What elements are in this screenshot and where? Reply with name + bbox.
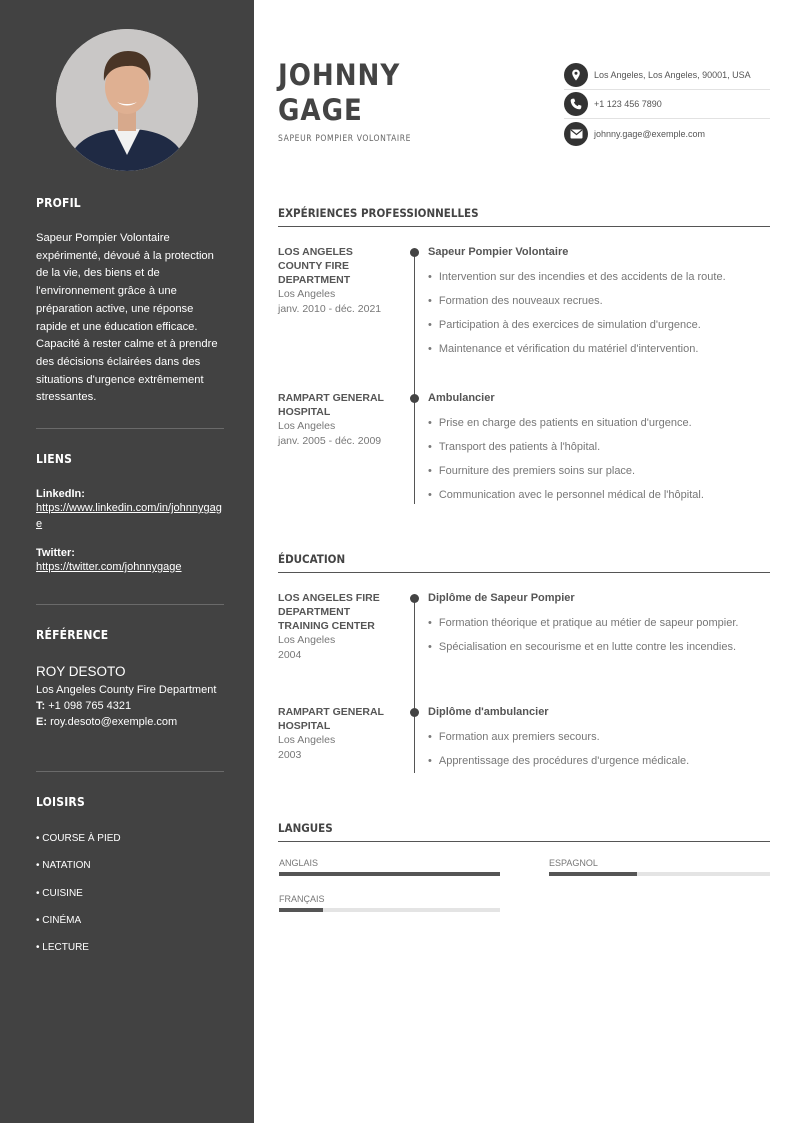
entry-role: Diplôme d'ambulancier — [428, 706, 549, 718]
language-item — [279, 858, 500, 876]
entry-info — [278, 591, 396, 663]
phone-label: T: — [36, 700, 46, 712]
entry-details — [428, 705, 770, 773]
hobby-item: • LECTURE — [36, 942, 89, 954]
entry-dates: 2004 — [278, 649, 302, 661]
entry-bullet: • Maintenance et vérification du matériel d'intervention. — [428, 337, 770, 361]
person-photo-icon — [56, 29, 198, 171]
liens-title: LIENS — [36, 452, 73, 466]
profil-section — [36, 196, 224, 407]
envelope-icon — [564, 122, 588, 146]
language-level-track — [549, 872, 770, 876]
twitter-link[interactable]: https://twitter.com/johnnygage — [36, 561, 182, 573]
entry-bullet: • Formation théorique et pratique au métier de sapeur pompier. — [428, 611, 770, 635]
entry-bullet: • Fourniture des premiers soins sur place. — [428, 459, 770, 483]
entry-bullet: • Intervention sur des incendies et des accidents de la route. — [428, 265, 770, 289]
language-level-track — [279, 908, 500, 912]
profil-text: Sapeur Pompier Volontaire expérimenté, dévoué à la protection de la vie, des biens et de l'environnement grâce à une préparation active, une réponse rapide et une éducation efficace. Capacité à rester calme et à prendre des décisions éclairées dans des situations d'urgence extrêmement stressantes. — [36, 232, 218, 404]
entry-info — [278, 705, 396, 763]
language-level-track — [279, 872, 500, 876]
profil-title: PROFIL — [36, 196, 81, 210]
entry-org: LOS ANGELES COUNTY FIRE DEPARTMENT — [278, 246, 353, 286]
entry-role: Sapeur Pompier Volontaire — [428, 246, 569, 258]
entry-org: LOS ANGELES FIRE DEPARTMENT TRAINING CENTER — [278, 592, 380, 632]
entry-location: Los Angeles — [278, 288, 336, 300]
sidebar-divider — [36, 604, 224, 605]
timeline-dot — [410, 594, 419, 603]
experience-timeline — [414, 250, 415, 504]
profile-photo — [56, 29, 198, 171]
entry-role: Diplôme de Sapeur Pompier — [428, 592, 575, 604]
language-level-fill — [549, 872, 637, 876]
reference-name: ROY DESOTO — [36, 664, 126, 679]
entry-bullet: • Prise en charge des patients en situation d'urgence. — [428, 411, 770, 435]
reference-org: Los Angeles County Fire Department — [36, 684, 217, 696]
loisirs-title: LOISIRS — [36, 795, 85, 809]
hobby-item: • CUISINE — [36, 887, 83, 899]
candidate-name — [278, 58, 498, 128]
hobby-item: • COURSE À PIED — [36, 833, 121, 844]
language-name: ESPAGNOL — [549, 858, 598, 868]
loisirs-section — [36, 795, 224, 969]
contact-address-text: Los Angeles, Los Angeles, 90001, USA — [594, 70, 751, 80]
contact-email-text: johnny.gage@exemple.com — [594, 128, 706, 139]
entry-info — [278, 391, 396, 449]
link-label: Twitter: — [36, 547, 75, 559]
language-item — [279, 894, 500, 912]
language-item — [549, 858, 770, 876]
link-item-linkedin — [36, 488, 224, 532]
timeline-dot — [410, 248, 419, 257]
entry-bullet: • Apprentissage des procédures d'urgence médicale. — [428, 749, 770, 773]
education-title: ÉDUCATION — [278, 552, 770, 573]
entry-location: Los Angeles — [278, 734, 336, 746]
entry-details — [428, 591, 770, 659]
phone-icon — [564, 92, 588, 116]
sidebar-divider — [36, 771, 224, 772]
phone-value: +1 098 765 4321 — [48, 700, 132, 712]
entry-role: Ambulancier — [428, 392, 495, 404]
language-level-fill — [279, 872, 500, 876]
language-name: ANGLAIS — [279, 858, 319, 868]
entry-bullet: • Formation des nouveaux recrues. — [428, 289, 770, 313]
entry-info — [278, 245, 396, 317]
entry-bullet: • Transport des patients à l'hôpital. — [428, 435, 770, 459]
language-name: FRANÇAIS — [279, 894, 325, 904]
reference-email — [36, 714, 224, 730]
entry-details — [428, 245, 770, 361]
entry-dates: janv. 2010 - déc. 2021 — [278, 303, 382, 315]
language-level-fill — [279, 908, 323, 912]
link-label: LinkedIn: — [36, 488, 85, 500]
liens-section — [36, 452, 224, 575]
contact-address — [564, 61, 770, 90]
contact-email — [564, 119, 770, 148]
name-first: JOHNNY — [278, 58, 401, 92]
sidebar-divider — [36, 428, 224, 429]
name-last: GAGE — [278, 93, 363, 127]
entry-location: Los Angeles — [278, 420, 336, 432]
hobby-item: • CINÉMA — [36, 914, 82, 926]
entry-bullet: • Participation à des exercices de simulation d'urgence. — [428, 313, 770, 337]
experience-title: EXPÉRIENCES PROFESSIONNELLES — [278, 206, 770, 227]
contact-list — [564, 61, 770, 148]
job-title: SAPEUR POMPIER VOLONTAIRE — [278, 134, 412, 144]
email-label: E: — [36, 716, 47, 728]
reference-phone — [36, 698, 224, 714]
contact-phone — [564, 90, 770, 119]
entry-bullet: • Spécialisation en secourisme et en lutte contre les incendies. — [428, 635, 770, 659]
contact-phone-text: +1 123 456 7890 — [594, 99, 662, 109]
timeline-dot — [410, 708, 419, 717]
link-item-twitter — [36, 547, 224, 575]
hobby-item: • NATATION — [36, 860, 91, 872]
reference-title: RÉFÉRENCE — [36, 628, 109, 642]
email-value: roy.desoto@exemple.com — [50, 716, 178, 728]
entry-details — [428, 391, 770, 507]
linkedin-link[interactable]: https://www.linkedin.com/in/johnnygage — [36, 502, 222, 530]
timeline-dot — [410, 394, 419, 403]
entry-org: RAMPART GENERAL HOSPITAL — [278, 392, 384, 418]
education-timeline — [414, 596, 415, 773]
entry-dates: 2003 — [278, 749, 302, 761]
reference-section — [36, 628, 224, 730]
entry-dates: janv. 2005 - déc. 2009 — [278, 435, 382, 447]
main-content — [278, 0, 770, 1123]
languages-title: LANGUES — [278, 821, 770, 842]
entry-bullet: • Formation aux premiers secours. — [428, 725, 770, 749]
hobby-list — [36, 833, 224, 969]
entry-location: Los Angeles — [278, 634, 336, 646]
sidebar — [0, 0, 254, 1123]
entry-org: RAMPART GENERAL HOSPITAL — [278, 706, 384, 732]
entry-bullet: • Communication avec le personnel médical de l'hôpital. — [428, 483, 770, 507]
location-pin-icon — [564, 63, 588, 87]
